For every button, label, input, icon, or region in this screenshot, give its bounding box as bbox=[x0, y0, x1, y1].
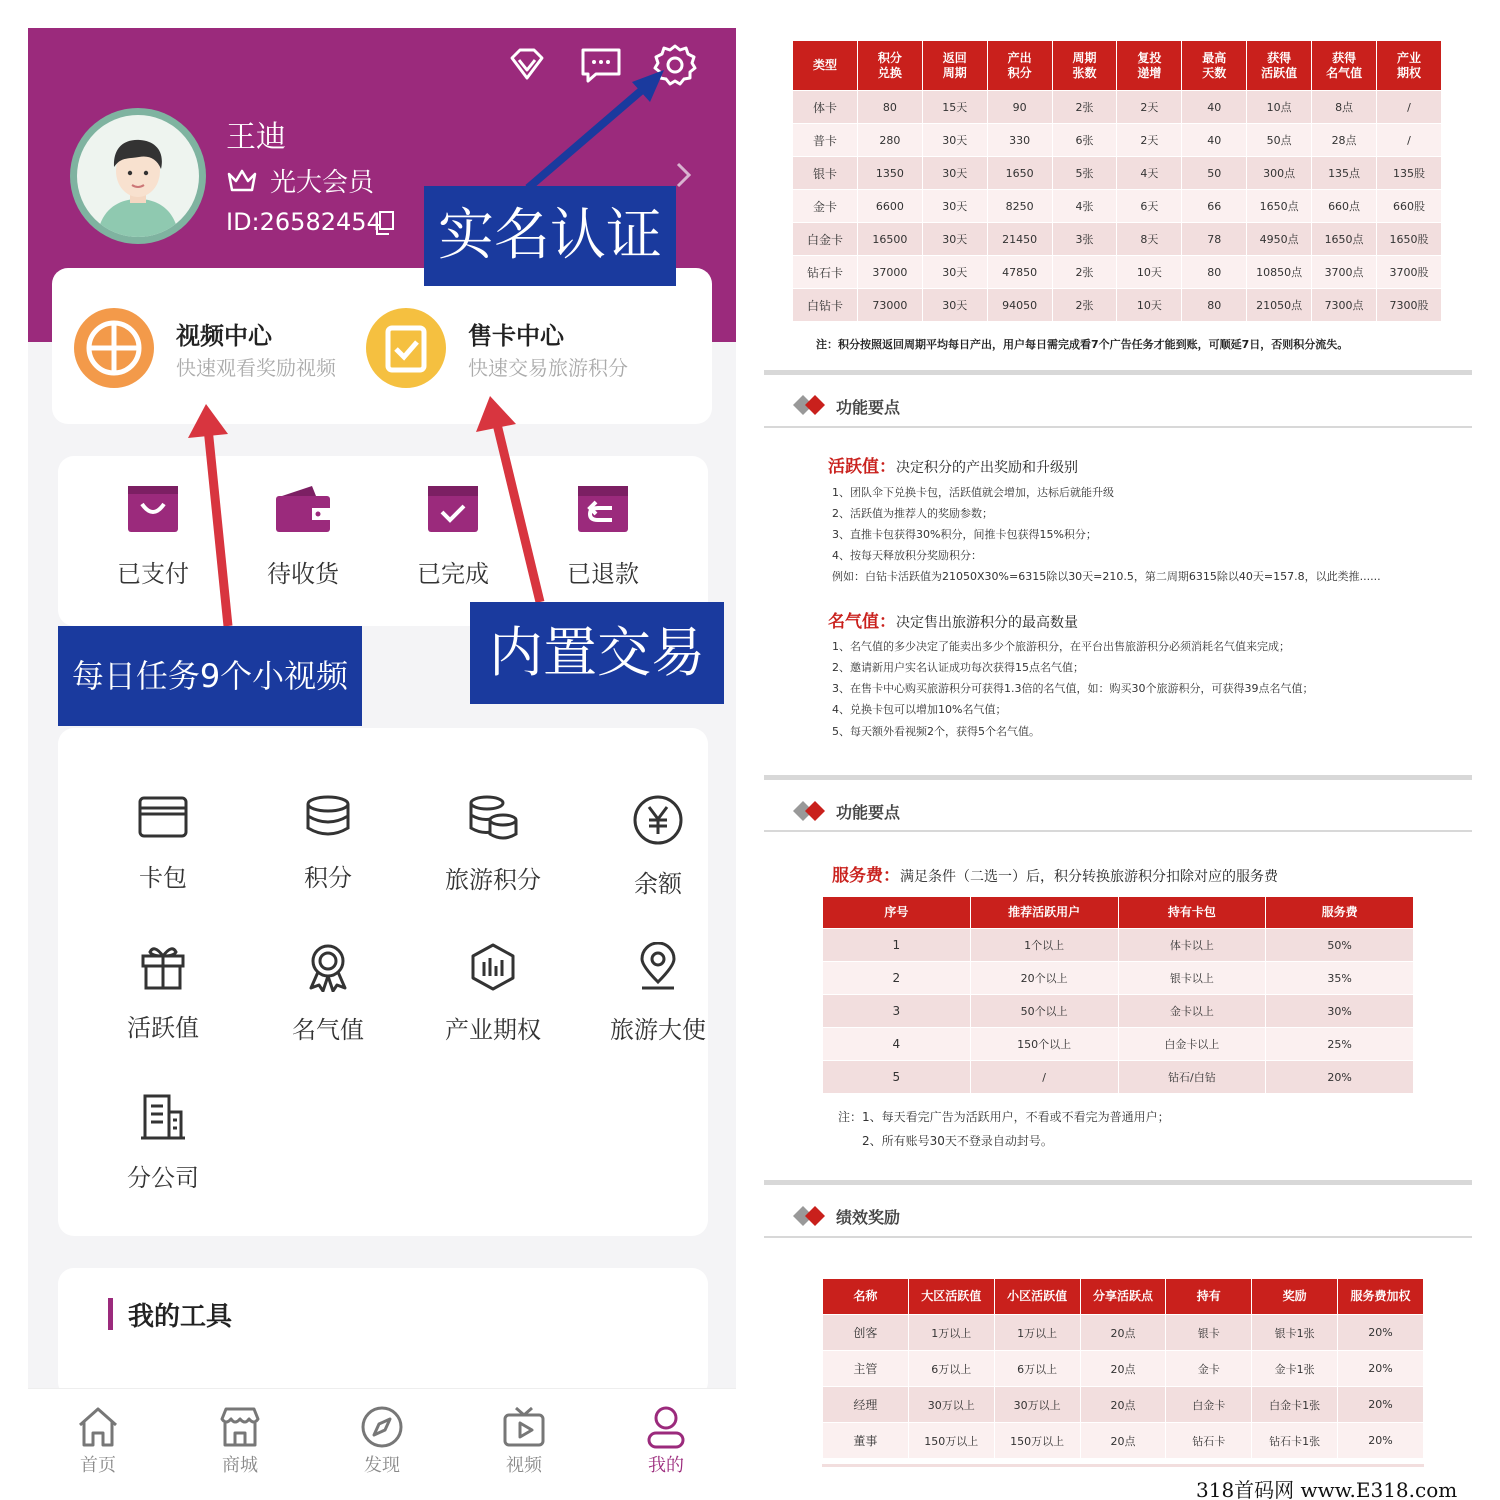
card-table-cell: 6张 bbox=[1052, 124, 1117, 157]
card-table-cell: 1650点 bbox=[1312, 223, 1377, 256]
card-table-cell: 90 bbox=[987, 91, 1052, 124]
order-refunded-label: 已退款 bbox=[567, 560, 639, 588]
card-table-header-cell: 产出 积分 bbox=[987, 41, 1052, 91]
perf-table-cell: 20% bbox=[1338, 1387, 1424, 1423]
perf-table-cell: 主管 bbox=[823, 1351, 909, 1387]
order-paid-label: 已支付 bbox=[117, 560, 189, 588]
fee-table-row bbox=[823, 1061, 1414, 1094]
card-table-cell: 8点 bbox=[1312, 91, 1377, 124]
card-table-cell: 10点 bbox=[1247, 91, 1312, 124]
video-center-title: 视频中心 bbox=[176, 322, 272, 350]
perf-table-header-cell: 大区活跃值 bbox=[908, 1279, 994, 1315]
card-table-cell: 135股 bbox=[1377, 157, 1442, 190]
card-table-cell: 5张 bbox=[1052, 157, 1117, 190]
card-table-header-cell: 积分 兑换 bbox=[857, 41, 922, 91]
fee-table-cell: 2 bbox=[823, 962, 971, 995]
active-value-line: 2、活跃值为推荐人的奖励参数； bbox=[832, 507, 993, 520]
card-table-cell: 21050点 bbox=[1247, 289, 1312, 322]
func-card-wallet-label: 卡包 bbox=[139, 864, 187, 892]
fame-value-heading bbox=[828, 607, 1078, 632]
perf-table-cell: 白金卡 bbox=[1166, 1387, 1252, 1423]
perf-table-cell: 20点 bbox=[1080, 1387, 1166, 1423]
card-table-cell: 50 bbox=[1182, 157, 1247, 190]
card-table-cell: 白钻卡 bbox=[793, 289, 858, 322]
performance-table bbox=[822, 1278, 1424, 1459]
fame-value-line: 5、每天额外看视频2个，获得5个名气值。 bbox=[832, 725, 1040, 738]
card-table-cell: 白金卡 bbox=[793, 223, 858, 256]
card-table-cell: 银卡 bbox=[793, 157, 858, 190]
section-rule bbox=[764, 370, 1472, 375]
service-fee-term: 服务费： bbox=[832, 866, 900, 886]
card-table-cell: 80 bbox=[1182, 289, 1247, 322]
tools-title: 我的工具 bbox=[128, 1302, 233, 1332]
perf-table-header-cell: 小区活跃值 bbox=[994, 1279, 1080, 1315]
card-table-cell: 30天 bbox=[922, 157, 987, 190]
card-table-cell: 2张 bbox=[1052, 256, 1117, 289]
perf-table-cell: 钻石卡 bbox=[1166, 1423, 1252, 1459]
card-table-cell: 73000 bbox=[857, 289, 922, 322]
fee-table-cell: 20个以上 bbox=[970, 962, 1118, 995]
fee-table-cell: 35% bbox=[1266, 962, 1414, 995]
fee-table-header-cell: 序号 bbox=[823, 897, 971, 929]
section-title-performance: 绩效奖励 bbox=[836, 1208, 901, 1227]
section-rule bbox=[764, 830, 1472, 832]
tab-mall-label: 商城 bbox=[222, 1455, 258, 1474]
perf-table-cell: 银卡1张 bbox=[1252, 1315, 1338, 1351]
card-table-cell: 4天 bbox=[1117, 157, 1182, 190]
perf-table-cell: 钻石卡1张 bbox=[1252, 1423, 1338, 1459]
card-table-cell: 1650点 bbox=[1247, 190, 1312, 223]
perf-table-cell: 150万以上 bbox=[908, 1423, 994, 1459]
tab-video-label: 视频 bbox=[506, 1455, 542, 1474]
card-table-cell: 330 bbox=[987, 124, 1052, 157]
service-fee-note: 2、所有账号30天不登录自动封号。 bbox=[862, 1134, 1053, 1148]
perf-table-cell: 20% bbox=[1338, 1351, 1424, 1387]
card-table-cell: 30天 bbox=[922, 256, 987, 289]
card-table-row bbox=[793, 124, 1442, 157]
func-active-value-label: 活跃值 bbox=[127, 1014, 199, 1042]
card-table-row bbox=[793, 223, 1442, 256]
perf-table-header-cell: 服务费加权 bbox=[1338, 1279, 1424, 1315]
func-travel-points-label: 旅游积分 bbox=[445, 866, 541, 894]
fee-table-cell: 钻石/白钻 bbox=[1118, 1061, 1266, 1094]
func-travel-ambassador-label: 旅游大使 bbox=[610, 1016, 706, 1044]
card-table-cell: 1650股 bbox=[1377, 223, 1442, 256]
card-table-cell: 47850 bbox=[987, 256, 1052, 289]
perf-table-cell: 白金卡1张 bbox=[1252, 1387, 1338, 1423]
perf-table-cell: 创客 bbox=[823, 1315, 909, 1351]
phone-screen bbox=[28, 28, 736, 1474]
card-table-cell: 3张 bbox=[1052, 223, 1117, 256]
card-table-cell: 78 bbox=[1182, 223, 1247, 256]
card-table-row bbox=[793, 289, 1442, 322]
service-fee-heading bbox=[832, 861, 1278, 886]
card-table-cell: 300点 bbox=[1247, 157, 1312, 190]
fame-value-line: 3、在售卡中心购买旅游积分可获得1.3倍的名气值，如：购买30个旅游积分，可获得39点名气值； bbox=[832, 682, 1314, 695]
card-table-cell: 2天 bbox=[1117, 91, 1182, 124]
func-balance-label: 余额 bbox=[634, 870, 682, 898]
fame-value-line: 1、名气值的多少决定了能卖出多少个旅游积分，在平台出售旅游积分必须消耗名气值来完成； bbox=[832, 640, 1290, 653]
fee-table-cell: 1个以上 bbox=[970, 929, 1118, 962]
card-table-cell: 金卡 bbox=[793, 190, 858, 223]
card-table-cell: 4张 bbox=[1052, 190, 1117, 223]
section-title-features-1: 功能要点 bbox=[836, 398, 901, 417]
card-table-cell: / bbox=[1377, 91, 1442, 124]
card-table-header-cell: 类型 bbox=[793, 41, 858, 91]
card-table-cell: / bbox=[1377, 124, 1442, 157]
fee-table-cell: 30% bbox=[1266, 995, 1414, 1028]
table-bottom-strip bbox=[822, 1464, 1424, 1467]
card-table-cell: 10天 bbox=[1117, 289, 1182, 322]
card-table-cell: 普卡 bbox=[793, 124, 858, 157]
fee-table-row bbox=[823, 962, 1414, 995]
func-fame-value-label: 名气值 bbox=[292, 1016, 364, 1044]
card-table-cell: 135点 bbox=[1312, 157, 1377, 190]
perf-table-cell: 30万以上 bbox=[994, 1387, 1080, 1423]
fee-table-cell: 50个以上 bbox=[970, 995, 1118, 1028]
annotation-built-in-trade: 内置交易 bbox=[470, 602, 724, 704]
card-table-cell: 7300点 bbox=[1312, 289, 1377, 322]
section-rule bbox=[764, 775, 1472, 780]
active-value-desc: 决定积分的产出奖励和升级别 bbox=[896, 460, 1078, 476]
fame-value-desc: 决定售出旅游积分的最高数量 bbox=[896, 615, 1078, 631]
card-table-cell: 21450 bbox=[987, 223, 1052, 256]
active-value-line: 3、直推卡包获得30%积分，间推卡包获得15%积分； bbox=[832, 528, 1097, 541]
card-table-cell: 30天 bbox=[922, 124, 987, 157]
perf-table-header-cell: 分享活跃点 bbox=[1080, 1279, 1166, 1315]
section-title-features-2: 功能要点 bbox=[836, 803, 901, 822]
card-table-header-cell: 获得 活跃值 bbox=[1247, 41, 1312, 91]
fee-table-cell: 体卡以上 bbox=[1118, 929, 1266, 962]
perf-table-cell: 150万以上 bbox=[994, 1423, 1080, 1459]
diamond-bullet-icon bbox=[792, 394, 828, 416]
card-table-cell: 4950点 bbox=[1247, 223, 1312, 256]
card-table-cell: 体卡 bbox=[793, 91, 858, 124]
perf-table-cell: 6万以上 bbox=[908, 1351, 994, 1387]
fee-table-cell: 150个以上 bbox=[970, 1028, 1118, 1061]
card-table-header-cell: 周期 张数 bbox=[1052, 41, 1117, 91]
fee-table-cell: / bbox=[970, 1061, 1118, 1094]
card-table-cell: 2张 bbox=[1052, 91, 1117, 124]
perf-table-cell: 金卡 bbox=[1166, 1351, 1252, 1387]
card-table-header-cell: 最高 天数 bbox=[1182, 41, 1247, 91]
perf-table-row bbox=[823, 1351, 1424, 1387]
perf-table-row bbox=[823, 1423, 1424, 1459]
member-level: 光大会员 bbox=[270, 168, 375, 198]
card-table-cell: 6600 bbox=[857, 190, 922, 223]
card-table-cell: 30天 bbox=[922, 190, 987, 223]
perf-table-cell: 20点 bbox=[1080, 1351, 1166, 1387]
card-table-cell: 15天 bbox=[922, 91, 987, 124]
active-value-heading bbox=[828, 452, 1078, 477]
card-table-header-cell: 返回 周期 bbox=[922, 41, 987, 91]
card-table-row bbox=[793, 157, 1442, 190]
fee-table-header-cell: 服务费 bbox=[1266, 897, 1414, 929]
fee-table-cell: 25% bbox=[1266, 1028, 1414, 1061]
fee-table-cell: 金卡以上 bbox=[1118, 995, 1266, 1028]
fee-table-row bbox=[823, 995, 1414, 1028]
fee-table-cell: 5 bbox=[823, 1061, 971, 1094]
perf-table-header-cell: 奖励 bbox=[1252, 1279, 1338, 1315]
perf-table-cell: 银卡 bbox=[1166, 1315, 1252, 1351]
active-value-line: 1、团队伞下兑换卡包，活跃值就会增加，达标后就能升级 bbox=[832, 486, 1114, 499]
card-table-cell: 280 bbox=[857, 124, 922, 157]
card-table-cell: 30天 bbox=[922, 223, 987, 256]
fame-value-line: 2、邀请新用户实名认证成功每次获得15点名气值； bbox=[832, 661, 1084, 674]
perf-table-cell: 经理 bbox=[823, 1387, 909, 1423]
fee-table-cell: 3 bbox=[823, 995, 971, 1028]
card-table-cell: 1350 bbox=[857, 157, 922, 190]
card-table-cell: 10天 bbox=[1117, 256, 1182, 289]
fame-value-line: 4、兑换卡包可以增加10%名气值； bbox=[832, 703, 1007, 716]
active-value-line: 4、按每天释放积分奖励积分： bbox=[832, 549, 982, 562]
card-table-cell: 28点 bbox=[1312, 124, 1377, 157]
card-table-cell: 40 bbox=[1182, 91, 1247, 124]
card-sale-center-subtitle: 快速交易旅游积分 bbox=[468, 356, 628, 380]
card-table-cell: 16500 bbox=[857, 223, 922, 256]
service-fee-note: 注：1、每天看完广告为活跃用户，不看或不看完为普通用户； bbox=[838, 1110, 1170, 1124]
tab-mine-label: 我的 bbox=[648, 1455, 684, 1474]
card-table-cell: 8天 bbox=[1117, 223, 1182, 256]
card-table-header-cell: 复投 递增 bbox=[1117, 41, 1182, 91]
perf-table-cell: 6万以上 bbox=[994, 1351, 1080, 1387]
perf-table-cell: 1万以上 bbox=[908, 1315, 994, 1351]
user-name: 王迪 bbox=[226, 120, 286, 155]
order-completed-label: 已完成 bbox=[417, 560, 489, 588]
card-table-cell: 8250 bbox=[987, 190, 1052, 223]
fee-table-header-cell: 持有卡包 bbox=[1118, 897, 1266, 929]
card-table-header-cell: 产业 期权 bbox=[1377, 41, 1442, 91]
fee-table-cell: 20% bbox=[1266, 1061, 1414, 1094]
card-table-cell: 94050 bbox=[987, 289, 1052, 322]
card-table-row bbox=[793, 91, 1442, 124]
perf-table-cell: 1万以上 bbox=[994, 1315, 1080, 1351]
card-table-cell: 30天 bbox=[922, 289, 987, 322]
card-type-table bbox=[792, 40, 1442, 322]
annotation-realname: 实名认证 bbox=[424, 186, 676, 286]
service-fee-table bbox=[822, 896, 1414, 1094]
fame-value-term: 名气值： bbox=[828, 612, 896, 632]
card-table-cell: 50点 bbox=[1247, 124, 1312, 157]
card-table-cell: 80 bbox=[857, 91, 922, 124]
fee-table-row bbox=[823, 929, 1414, 962]
perf-table-cell: 董事 bbox=[823, 1423, 909, 1459]
fee-table-cell: 银卡以上 bbox=[1118, 962, 1266, 995]
active-value-term: 活跃值： bbox=[828, 457, 896, 477]
func-branch-company-label: 分公司 bbox=[127, 1164, 199, 1192]
card-table-cell: 2天 bbox=[1117, 124, 1182, 157]
active-value-line: 例如：白钻卡活跃值为21050X30%=6315除以30天=210.5，第二周期6315除以40天=157.8，以此类推...... bbox=[832, 570, 1381, 583]
tab-home-label: 首页 bbox=[80, 1455, 116, 1474]
card-table-cell: 2张 bbox=[1052, 289, 1117, 322]
perf-table-cell: 20点 bbox=[1080, 1315, 1166, 1351]
fee-table-header-cell: 推荐活跃用户 bbox=[970, 897, 1118, 929]
annotation-daily-task: 每日任务9个小视频 bbox=[58, 626, 362, 726]
diamond-bullet-icon bbox=[792, 800, 828, 822]
fee-table-cell: 白金卡以上 bbox=[1118, 1028, 1266, 1061]
card-table-row bbox=[793, 256, 1442, 289]
card-table-note: 注：积分按照返回周期平均每日产出，用户每日需完成看7个广告任务才能到账，可顺延7日，否则积分流失。 bbox=[816, 338, 1349, 351]
func-industry-options-label: 产业期权 bbox=[445, 1016, 541, 1044]
card-table-cell: 7300股 bbox=[1377, 289, 1442, 322]
card-table-cell: 40 bbox=[1182, 124, 1247, 157]
func-points-label: 积分 bbox=[304, 864, 352, 892]
fee-table-row bbox=[823, 1028, 1414, 1061]
card-table-header-cell: 获得 名气值 bbox=[1312, 41, 1377, 91]
perf-table-row bbox=[823, 1315, 1424, 1351]
section-rule bbox=[764, 1180, 1472, 1185]
card-sale-center-title: 售卡中心 bbox=[468, 322, 564, 350]
card-table-cell: 钻石卡 bbox=[793, 256, 858, 289]
card-table-row bbox=[793, 190, 1442, 223]
card-table-cell: 66 bbox=[1182, 190, 1247, 223]
fee-table-cell: 4 bbox=[823, 1028, 971, 1061]
card-table-cell: 10850点 bbox=[1247, 256, 1312, 289]
section-rule bbox=[764, 426, 1472, 428]
card-table-cell: 660点 bbox=[1312, 190, 1377, 223]
order-pending-receipt-label: 待收货 bbox=[267, 560, 339, 588]
card-table-cell: 6天 bbox=[1117, 190, 1182, 223]
section-rule bbox=[764, 1236, 1472, 1238]
perf-table-cell: 30万以上 bbox=[908, 1387, 994, 1423]
diamond-bullet-icon bbox=[792, 1205, 828, 1227]
perf-table-cell: 20点 bbox=[1080, 1423, 1166, 1459]
fee-table-cell: 50% bbox=[1266, 929, 1414, 962]
perf-table-cell: 20% bbox=[1338, 1315, 1424, 1351]
perf-table-header-cell: 持有 bbox=[1166, 1279, 1252, 1315]
perf-table-cell: 金卡1张 bbox=[1252, 1351, 1338, 1387]
card-table-cell: 1650 bbox=[987, 157, 1052, 190]
user-id: ID:26582454 bbox=[226, 208, 382, 236]
fee-table-cell: 1 bbox=[823, 929, 971, 962]
card-table-cell: 37000 bbox=[857, 256, 922, 289]
watermark: 318首码网 www.E318.com bbox=[1196, 1478, 1458, 1500]
video-center-subtitle: 快速观看奖励视频 bbox=[176, 356, 336, 380]
card-table-cell: 660股 bbox=[1377, 190, 1442, 223]
tab-discover-label: 发现 bbox=[364, 1455, 400, 1474]
perf-table-cell: 20% bbox=[1338, 1423, 1424, 1459]
card-table-cell: 80 bbox=[1182, 256, 1247, 289]
card-table-cell: 3700点 bbox=[1312, 256, 1377, 289]
perf-table-header-cell: 名称 bbox=[823, 1279, 909, 1315]
card-table-cell: 3700股 bbox=[1377, 256, 1442, 289]
perf-table-row bbox=[823, 1387, 1424, 1423]
service-fee-desc: 满足条件（二选一）后，积分转换旅游积分扣除对应的服务费 bbox=[900, 869, 1278, 885]
